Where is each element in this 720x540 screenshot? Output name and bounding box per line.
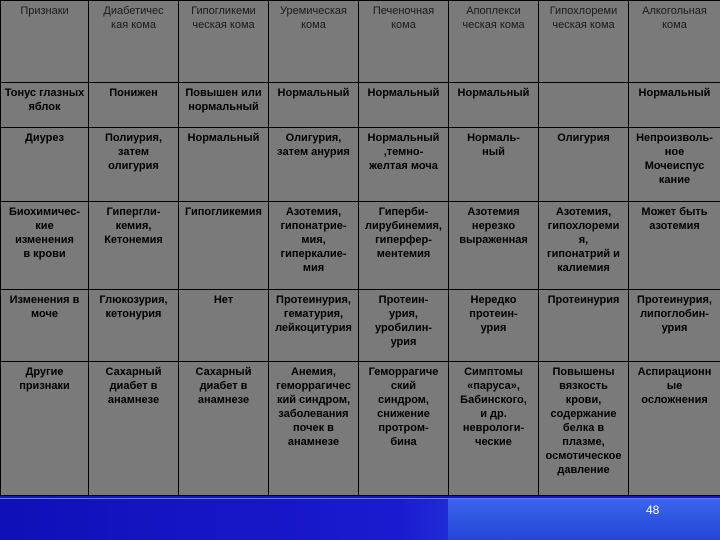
table-row bbox=[1, 290, 720, 362]
table-cell: Непроизволь- ное Мочеиспус кание bbox=[629, 128, 720, 202]
row-label-other-signs: Другие признаки bbox=[1, 362, 89, 496]
table-cell: Гипогликемия bbox=[179, 202, 269, 290]
header-row bbox=[1, 1, 720, 83]
table-row bbox=[1, 362, 720, 496]
header-cell-hypoglycemic-coma: Гипогликеми ческая кома bbox=[179, 1, 269, 83]
table-cell: Нормальный bbox=[359, 83, 449, 128]
table-cell: Нормальный bbox=[269, 83, 359, 128]
table-cell: Сахарный диабет в анамнезе bbox=[89, 362, 179, 496]
header-cell-uremic-coma: Уремическая кома bbox=[269, 1, 359, 83]
table-cell: Протеинурия, липоглобин- урия bbox=[629, 290, 720, 362]
header-cell-diabetic-coma: Диабетичес кая кома bbox=[89, 1, 179, 83]
footer-divider bbox=[0, 498, 720, 499]
table-cell: Протеинурия bbox=[539, 290, 629, 362]
table-cell: Полиурия, затем олигурия bbox=[89, 128, 179, 202]
table-cell: Гиперби- лирубинемия, гиперфер- ментемия bbox=[359, 202, 449, 290]
table-cell: Аспирационн ые осложнения bbox=[629, 362, 720, 496]
table-cell: Протеин- урия, уробилин- урия bbox=[359, 290, 449, 362]
table-cell: Нормальный bbox=[629, 83, 720, 128]
table-cell: Понижен bbox=[89, 83, 179, 128]
header-cell-alcoholic-coma: Алкогольная кома bbox=[629, 1, 720, 83]
table-cell: Азотемия нерезко выраженная bbox=[449, 202, 539, 290]
table-row bbox=[1, 128, 720, 202]
header-cell-hepatic-coma: Печеночная кома bbox=[359, 1, 449, 83]
table-cell: Глюкозурия, кетонурия bbox=[89, 290, 179, 362]
table-cell: Азотемия, гипонатрие- мия, гиперкалие- мия bbox=[269, 202, 359, 290]
header-cell-hypochloremic-coma: Гипохлореми ческая кома bbox=[539, 1, 629, 83]
table-cell: Азотемия, гипохлореми я, гипонатрий и калиемия bbox=[539, 202, 629, 290]
table-cell: Олигурия bbox=[539, 128, 629, 202]
table-cell: Гипергли- кемия, Кетонемия bbox=[89, 202, 179, 290]
table-cell: Может быть азотемия bbox=[629, 202, 720, 290]
table-cell: Нормальный bbox=[179, 128, 269, 202]
table-cell: Нередко протеин- урия bbox=[449, 290, 539, 362]
header-cell-signs: Признаки bbox=[1, 1, 89, 83]
table-cell bbox=[539, 83, 629, 128]
header-cell-apoplectic-coma: Апоплекси ческая кома bbox=[449, 1, 539, 83]
table-cell: Олигурия, затем анурия bbox=[269, 128, 359, 202]
table-cell: Протеинурия, гематурия, лейкоцитурия bbox=[269, 290, 359, 362]
table-cell: Геморрагиче ский синдром, снижение протром- бина bbox=[359, 362, 449, 496]
table-cell: Нормаль- ный bbox=[449, 128, 539, 202]
row-label-blood-chemistry: Биохимичес- кие изменения в крови bbox=[1, 202, 89, 290]
table-cell: Сахарный диабет в анамнезе bbox=[179, 362, 269, 496]
row-label-diuresis: Диурез bbox=[1, 128, 89, 202]
table-cell: Повышены вязкость крови, содержание белка в плазме, осмотическое давление bbox=[539, 362, 629, 496]
table-cell: Анемия, геморрагичес кий синдром, заболевания почек в анамнезе bbox=[269, 362, 359, 496]
table-cell: Нет bbox=[179, 290, 269, 362]
table-cell: Нормальный bbox=[449, 83, 539, 128]
table-cell: Повышен или нормальный bbox=[179, 83, 269, 128]
table-row bbox=[1, 202, 720, 290]
footer-accent-panel bbox=[448, 498, 720, 540]
page-number: 48 bbox=[646, 503, 660, 517]
row-label-urine-changes: Изменения в моче bbox=[1, 290, 89, 362]
table-cell: Нормальный ,темно- желтая моча bbox=[359, 128, 449, 202]
table-cell: Симптомы «паруса», Бабинского, и др. неврологи- ческие bbox=[449, 362, 539, 496]
row-label-eye-tone: Тонус глазных яблок bbox=[1, 83, 89, 128]
table-row bbox=[1, 83, 720, 128]
